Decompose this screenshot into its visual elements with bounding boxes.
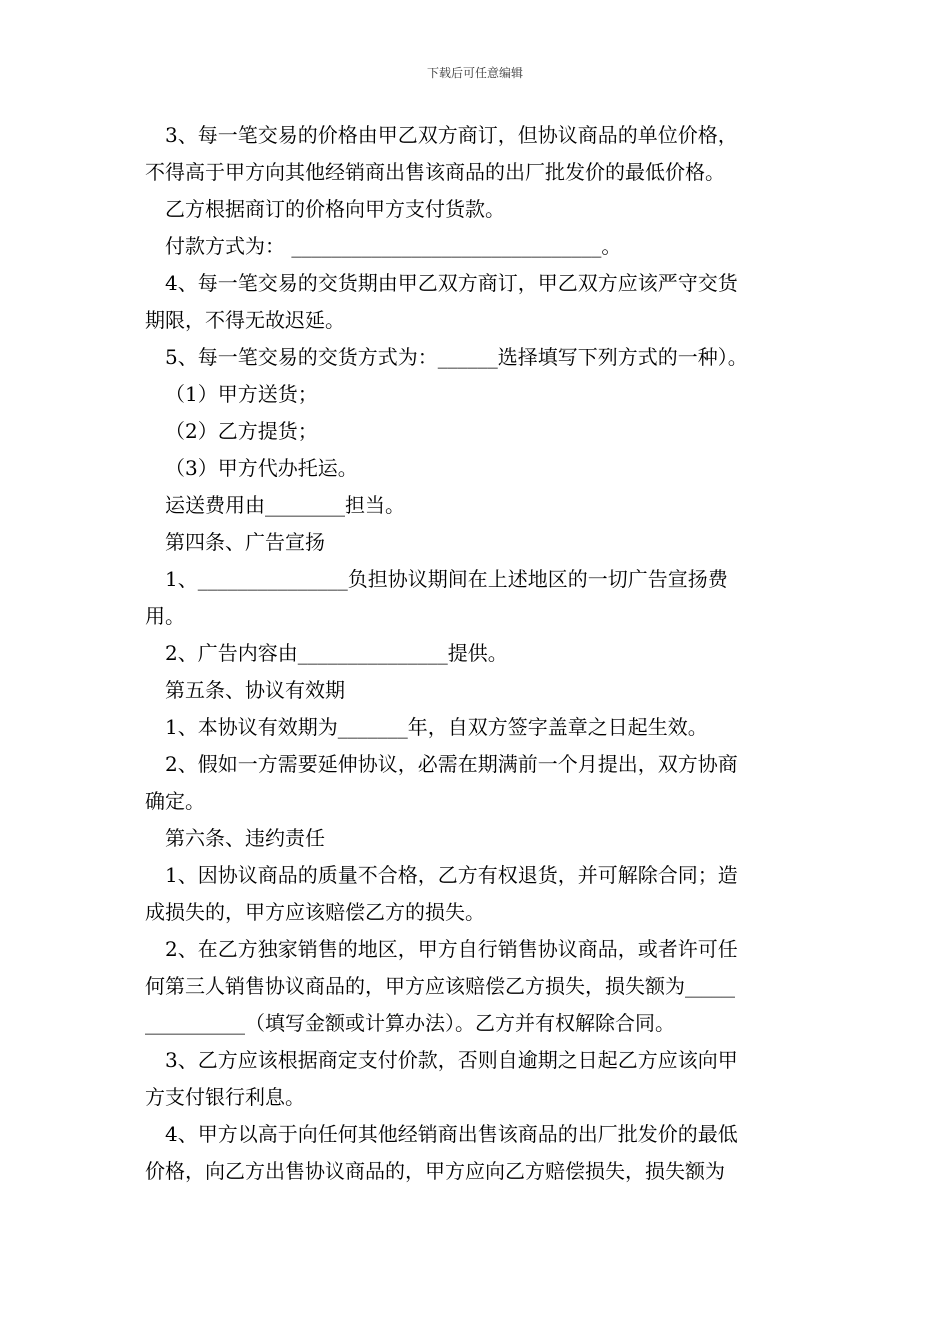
paragraph-line: 用。 [145,604,185,628]
paragraph-line: 方支付银行利息。 [145,1085,305,1109]
paragraph-line: 何第三人销售协议商品的，甲方应该赔偿乙方损失，损失额为_____ [145,974,735,998]
paragraph-line: 乙方根据商订的价格向甲方支付货款。 [165,197,505,221]
paragraph-line: （2）乙方提货； [165,419,318,443]
paragraph-line: 1、因协议商品的质量不合格，乙方有权退货，并可解除合同；造 [165,863,738,887]
paragraph-line: 期限，不得无故迟延。 [145,308,345,332]
paragraph-line: __________（填写金额或计算办法）。乙方并有权解除合同。 [145,1011,675,1035]
paragraph-line: （1）甲方送货； [165,382,318,406]
paragraph-line: 运送费用由________担当。 [165,493,405,517]
document-body [145,117,815,1190]
section-heading: 第四条、广告宣扬 [165,530,325,554]
paragraph-line: 1、_______________负担协议期间在上述地区的一切广告宣扬费 [165,567,728,591]
paragraph-line: 3、乙方应该根据商定支付价款，否则自逾期之日起乙方应该向甲 [165,1048,738,1072]
paragraph-line: 5、每一笔交易的交货方式为：______选择填写下列方式的一种）。 [165,345,748,369]
paragraph-line: 付款方式为： _______________________________。 [165,234,622,258]
paragraph-line: 2、在乙方独家销售的地区，甲方自行销售协议商品，或者许可任 [165,937,738,961]
paragraph-line: 确定。 [145,789,205,813]
paragraph-line: 4、甲方以高于向任何其他经销商出售该商品的出厂批发价的最低 [165,1122,738,1146]
paragraph-line: 价格，向乙方出售协议商品的，甲方应向乙方赔偿损失，损失额为 [145,1159,725,1183]
paragraph-line: 不得高于甲方向其他经销商出售该商品的出厂批发价的最低价格。 [145,160,725,184]
paragraph-line: 4、每一笔交易的交货期由甲乙双方商订，甲乙双方应该严守交货 [165,271,738,295]
paragraph-line: 2、假如一方需要延伸协议，必需在期满前一个月提出，双方协商 [165,752,738,776]
section-heading: 第五条、协议有效期 [165,678,345,702]
paragraph-line: 成损失的，甲方应该赔偿乙方的损失。 [145,900,485,924]
page-header: 下载后可任意编辑 [426,66,523,80]
paragraph-line: （3）甲方代办托运。 [165,456,358,480]
paragraph-line: 1、本协议有效期为_______年，自双方签字盖章之日起生效。 [165,715,708,739]
paragraph-line: 3、每一笔交易的价格由甲乙双方商订，但协议商品的单位价格， [165,123,738,147]
section-heading: 第六条、违约责任 [165,826,325,850]
paragraph-line: 2、广告内容由_______________提供。 [165,641,508,665]
